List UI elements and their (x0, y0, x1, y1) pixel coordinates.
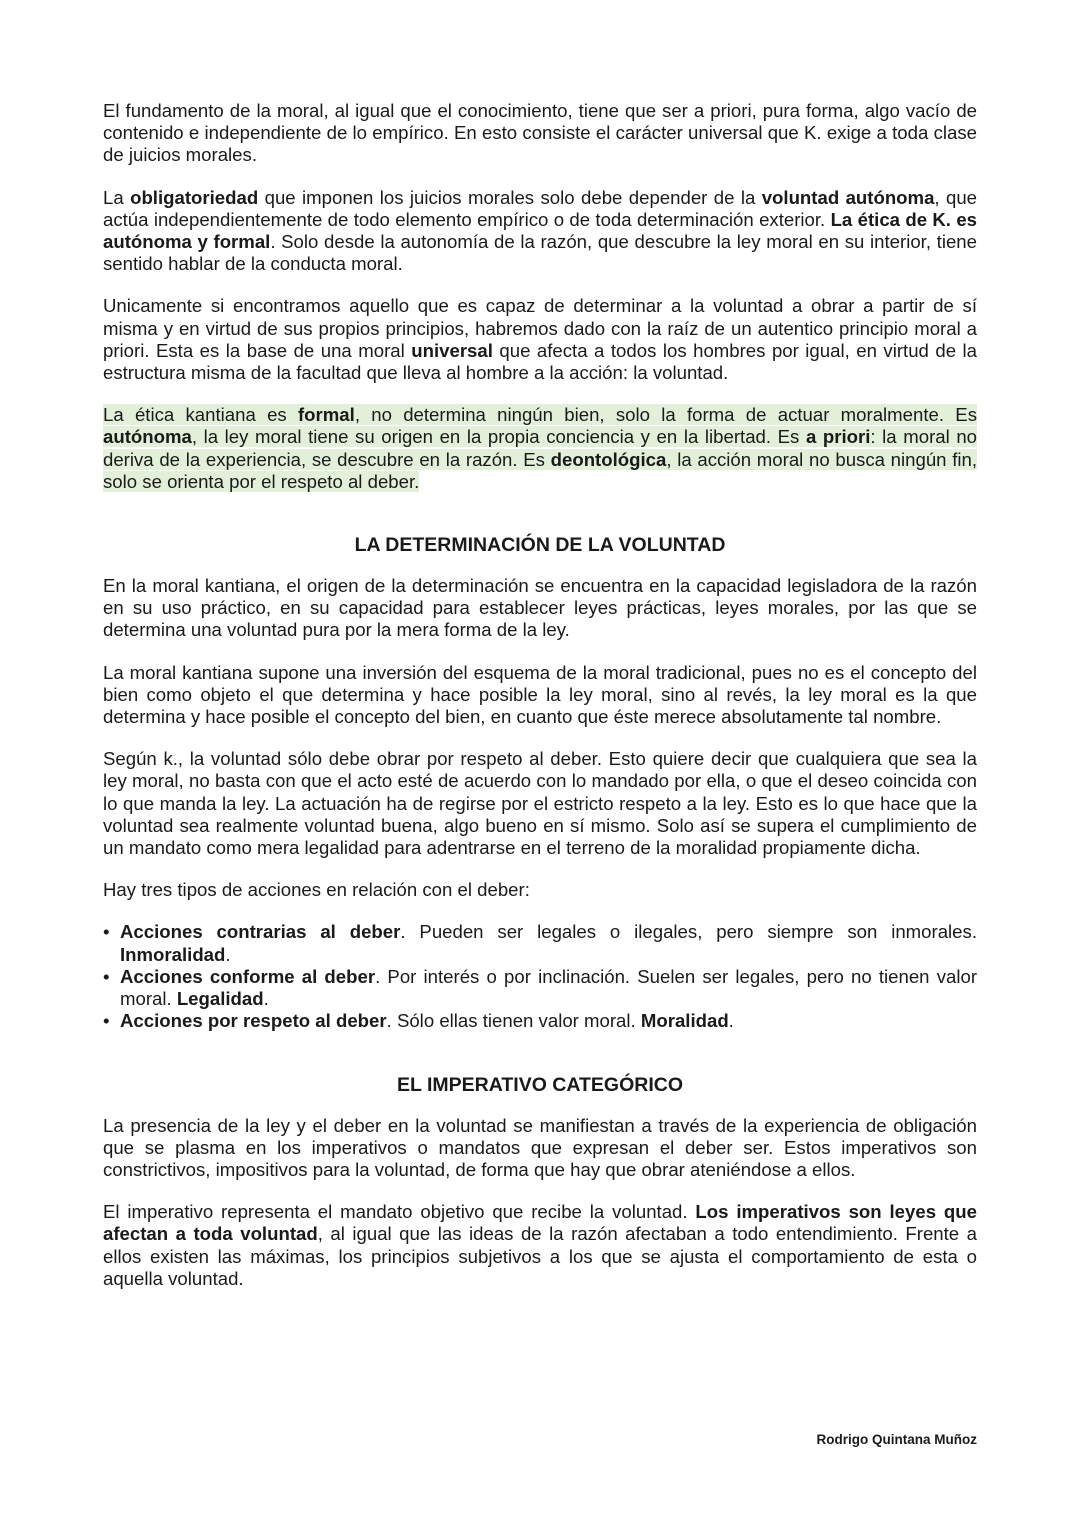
paragraph-inversion: La moral kantiana supone una inversión del esquema de la moral tradicional, pues no es el concepto del bien como objeto el que determina y hace posible la ley moral, sino al revés, la ley moral es la que determina y hace posible el concepto del bien, en cuanto que éste merece absolutamente tal nombre. (103, 661, 977, 728)
text-run: , al igual que las ideas de la razón afectaban a todo entendimiento. Frente a ellos existen las máximas, los principios subjetivos a los que se ajusta el comportamiento de esta o aquella voluntad. (103, 1223, 977, 1289)
text-run: . Por interés o por inclinación. Suelen ser legales, pero no tienen valor moral. (120, 965, 978, 1010)
paragraph-universal (103, 295, 977, 384)
paragraph-tipos-acciones: Hay tres tipos de acciones en relación con el deber: (103, 879, 530, 901)
text-run: . (728, 1010, 734, 1032)
document-page (103, 100, 977, 1290)
list-item (103, 921, 977, 965)
bold-term: formal (297, 404, 355, 426)
list-item (103, 966, 977, 1010)
bold-term: deontológica (550, 448, 667, 470)
text-run: . Sólo ellas tienen valor moral. (386, 1010, 641, 1032)
text-run: . (263, 988, 269, 1010)
bullet-icon: • (103, 1010, 110, 1032)
paragraph-imperativo-mandato (103, 1201, 977, 1290)
text-run: , que actúa independientemente de todo elemento empírico o de toda determinación exterior. (103, 186, 978, 230)
text-run: Unicamente si encontramos aquello que es capaz de determinar a la voluntad a obrar a partir de sí misma y en virtud de sus propios principios, habremos dado con la raíz de un autentico principio moral a priori. Esta es la base de una moral (103, 295, 977, 361)
text-run: , la acción moral no busca ningún fin, solo se orienta por el respeto al deber. (103, 448, 978, 492)
paragraph-obligatoriedad (103, 187, 977, 276)
bold-term: Legalidad (176, 988, 264, 1010)
paragraph-fundamento: El fundamento de la moral, al igual que el conocimiento, tiene que ser a priori, pura forma, algo vacío de contenido e independiente de lo empírico. En esto consiste el carácter universal que K. exige a toda clase de juicios morales. (103, 100, 977, 166)
bold-term: Inmoralidad (120, 943, 226, 965)
paragraph-respeto-deber: Según k., la voluntad sólo debe obrar por respeto al deber. Esto quiere decir que cualquiera que sea la ley moral, no basta con que el acto esté de acuerdo con lo mandado por ella, o que el deseo coincida con lo que manda la ley. La actuación ha de regirse por el estricto respeto a la ley. Esto es lo que hace que la voluntad sea realmente voluntad buena, algo bueno en sí mismo. Solo así se supera el cumplimiento de un mandato como mera legalidad para adentrarse en el terreno de la moralidad propiamente dicha. (103, 748, 977, 859)
text-run: . Pueden ser legales o ilegales, pero siempre son inmorales. (400, 921, 977, 943)
text-run: La ética kantiana es (103, 404, 298, 426)
list-item (103, 1010, 977, 1032)
text-run: El imperativo representa el mandato objetivo que recibe la voluntad. (103, 1201, 696, 1223)
text-run: : la moral no deriva de la experiencia, se descubre en la razón. Es (103, 426, 978, 470)
bold-term: Acciones por respeto al deber (120, 1010, 387, 1032)
bold-term: Moralidad (640, 1010, 729, 1032)
text-run: . Solo desde la autonomía de la razón, que descubre la ley moral en su interior, tiene sentido hablar de la conducta moral. (103, 231, 977, 275)
text-run: . (225, 943, 231, 965)
bold-term: a priori (805, 426, 871, 448)
text-run: que afecta a todos los hombres por igual, en virtud de la estructura misma de la facultad que lleva al hombre a la acción: la voluntad. (103, 339, 978, 384)
highlighted-text (103, 404, 977, 492)
text-run: La (103, 186, 131, 208)
text-run: que imponen los juicios morales solo debe depender de la (258, 186, 762, 208)
bullet-icon: • (103, 921, 110, 943)
paragraph-presencia-ley: La presencia de la ley y el deber en la voluntad se manifiestan a través de la experiencia de obligación que se plasma en los imperativos o mandatos que expresan el deber ser. Estos imperativos son constrictivos, impositivos para la voluntad, de forma que hay que obrar ateniéndose a ellos. (103, 1114, 977, 1180)
bold-term: obligatoriedad (130, 186, 259, 208)
bold-term: universal (411, 339, 493, 361)
paragraph-highlighted-summary (103, 404, 977, 493)
section-heading-imperativo: EL IMPERATIVO CATEGÓRICO (396, 1073, 684, 1096)
text-run: , la ley moral tiene su origen en la propia conciencia y en la libertad. Es (191, 426, 806, 448)
bold-term: La ética de K. es autónoma y formal (103, 208, 977, 253)
bold-term: Acciones contrarias al deber (120, 921, 401, 943)
author-footer: Rodrigo Quintana Muñoz (816, 1432, 977, 1447)
bullet-icon: • (103, 965, 110, 987)
bold-term: autónoma (103, 426, 192, 448)
bold-term: voluntad autónoma (761, 186, 935, 208)
paragraph-origen: En la moral kantiana, el origen de la determinación se encuentra en la capacidad legisladora de la razón en su uso práctico, en su capacidad para establecer leyes prácticas, leyes morales, por las que se determina una voluntad pura por la mera forma de la ley. (103, 575, 977, 641)
bold-term: Los imperativos son leyes que afectan a toda voluntad (103, 1201, 977, 1245)
bold-term: Acciones conforme al deber (120, 965, 376, 987)
actions-list (103, 921, 977, 1032)
section-heading-determinacion: LA DETERMINACIÓN DE LA VOLUNTAD (354, 534, 726, 557)
text-run: , no determina ningún bien, solo la forma de actuar moralmente. Es (354, 404, 977, 426)
